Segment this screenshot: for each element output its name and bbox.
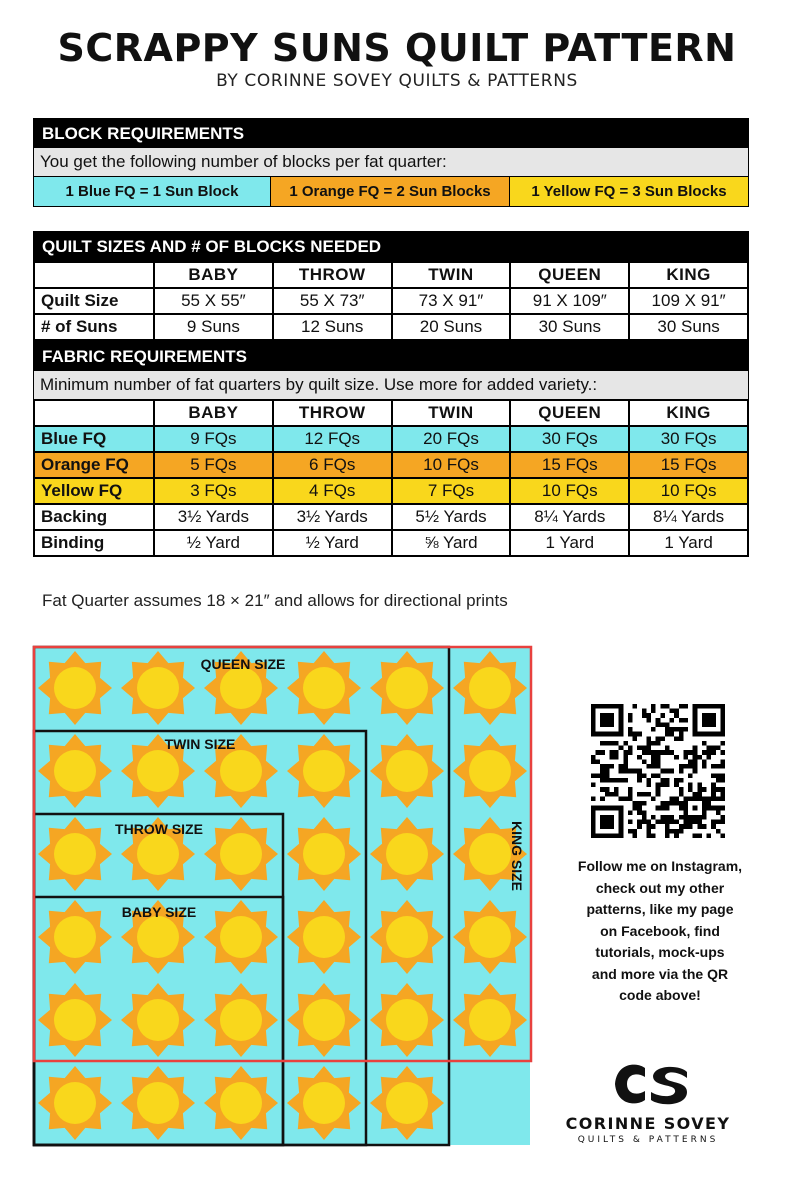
row-label: Backing xyxy=(34,504,154,530)
sun-center xyxy=(220,1082,262,1124)
table-cell: 10 FQs xyxy=(510,478,629,504)
sun-block xyxy=(370,817,444,891)
sun-center xyxy=(303,833,345,875)
sun-center xyxy=(54,916,96,958)
table-cell: 15 FQs xyxy=(629,452,748,478)
qr-code[interactable] xyxy=(591,704,725,838)
table-cell: 30 Suns xyxy=(510,314,629,340)
sun-block xyxy=(287,900,361,974)
header-cell: KING xyxy=(629,262,748,288)
sun-center xyxy=(54,999,96,1041)
sun-center xyxy=(303,999,345,1041)
row-label: Blue FQ xyxy=(34,426,154,452)
sun-block xyxy=(38,900,112,974)
table-cell: 30 FQs xyxy=(510,426,629,452)
table-cell: 12 FQs xyxy=(273,426,392,452)
sun-block xyxy=(204,1066,278,1140)
brand-tagline: QUILTS & PATTERNS xyxy=(577,1135,719,1145)
sun-center xyxy=(137,916,179,958)
blue-fq-yield: 1 Blue FQ = 1 Sun Block xyxy=(34,177,271,206)
follow-line: Follow me on Instagram, xyxy=(577,858,743,874)
brand-name: CORINNE SOVEY xyxy=(565,1114,731,1133)
table-cell: 30 Suns xyxy=(629,314,748,340)
sun-block xyxy=(370,1066,444,1140)
sun-center xyxy=(137,1082,179,1124)
fabric-requirements-note: Minimum number of fat quarters by quilt size. Use more for added variety.: xyxy=(33,371,749,399)
sun-center xyxy=(469,833,511,875)
throw-size-label: THROW SIZE xyxy=(115,821,203,837)
fabric-requirements-heading: FABRIC REQUIREMENTS xyxy=(33,341,749,371)
page-subtitle: BY CORINNE SOVEY QUILTS & PATTERNS xyxy=(216,71,578,91)
sun-center xyxy=(469,999,511,1041)
row-label: # of Suns xyxy=(34,314,154,340)
row-label: Orange FQ xyxy=(34,452,154,478)
header-cell: TWIN xyxy=(392,400,511,426)
sun-block xyxy=(38,1066,112,1140)
sun-center xyxy=(220,833,262,875)
table-cell: 8¼ Yards xyxy=(629,504,748,530)
table-cell: 10 FQs xyxy=(629,478,748,504)
sun-center xyxy=(220,750,262,792)
follow-line: tutorials, mock-ups xyxy=(595,944,725,960)
sun-block xyxy=(121,651,195,725)
table-cell: 55 X 55″ xyxy=(154,288,273,314)
table-cell: 8¼ Yards xyxy=(510,504,629,530)
sun-block xyxy=(370,983,444,1057)
sun-block xyxy=(204,817,278,891)
sun-center xyxy=(220,916,262,958)
queen-size-label: QUEEN SIZE xyxy=(200,656,286,672)
sun-center xyxy=(469,750,511,792)
sun-block xyxy=(38,983,112,1057)
table-cell: ⅝ Yard xyxy=(392,530,511,556)
orange-fq-yield: 1 Orange FQ = 2 Sun Blocks xyxy=(271,177,510,206)
table-cell: 6 FQs xyxy=(273,452,392,478)
table-cell: 3½ Yards xyxy=(154,504,273,530)
table-cell: 3 FQs xyxy=(154,478,273,504)
header-cell: THROW xyxy=(273,262,392,288)
table-cell: 1 Yard xyxy=(629,530,748,556)
header-cell: QUEEN xyxy=(510,400,629,426)
sun-center xyxy=(386,916,428,958)
sun-block xyxy=(121,983,195,1057)
twin-size-label: TWIN SIZE xyxy=(164,736,236,752)
sun-block xyxy=(38,817,112,891)
sun-block xyxy=(453,900,527,974)
follow-line: patterns, like my page xyxy=(586,901,734,917)
sun-block xyxy=(38,734,112,808)
sun-center xyxy=(386,833,428,875)
sun-center xyxy=(220,667,262,709)
table-cell: 3½ Yards xyxy=(273,504,392,530)
table-cell: 5 FQs xyxy=(154,452,273,478)
table-cell: 15 FQs xyxy=(510,452,629,478)
king-size-label: KING SIZE xyxy=(509,820,525,892)
row-label: Binding xyxy=(34,530,154,556)
sun-block xyxy=(287,817,361,891)
row-label: Yellow FQ xyxy=(34,478,154,504)
table-cell: 5½ Yards xyxy=(392,504,511,530)
sun-center xyxy=(386,1082,428,1124)
sun-center xyxy=(54,750,96,792)
table-cell: 7 FQs xyxy=(392,478,511,504)
table-cell: ½ Yard xyxy=(154,530,273,556)
quilt-sizes-heading: QUILT SIZES AND # OF BLOCKS NEEDED xyxy=(33,231,749,261)
sun-center xyxy=(137,667,179,709)
sun-block xyxy=(370,900,444,974)
sun-center xyxy=(303,667,345,709)
sun-block xyxy=(370,651,444,725)
sun-center xyxy=(54,833,96,875)
table-cell: 20 Suns xyxy=(392,314,511,340)
sun-block xyxy=(287,651,361,725)
table-cell: ½ Yard xyxy=(273,530,392,556)
sun-center xyxy=(137,999,179,1041)
sun-block xyxy=(38,651,112,725)
sun-block xyxy=(453,651,527,725)
table-cell: 55 X 73″ xyxy=(273,288,392,314)
sun-center xyxy=(303,750,345,792)
table-cell: 91 X 109″ xyxy=(510,288,629,314)
yellow-fq-yield: 1 Yellow FQ = 3 Sun Blocks xyxy=(510,177,748,206)
cs-monogram-logo xyxy=(611,1062,691,1106)
follow-line: and more via the QR xyxy=(591,965,729,982)
header-cell: BABY xyxy=(154,262,273,288)
block-requirements-heading: BLOCK REQUIREMENTS xyxy=(33,118,749,148)
sun-center xyxy=(469,916,511,958)
table-cell: 109 X 91″ xyxy=(629,288,748,314)
fat-quarter-footnote: Fat Quarter assumes 18 × 21″ and allows for directional prints xyxy=(42,591,508,610)
header-cell: BABY xyxy=(154,400,273,426)
header-cell: THROW xyxy=(273,400,392,426)
sun-block xyxy=(121,1066,195,1140)
sun-center xyxy=(386,999,428,1041)
table-cell: 9 FQs xyxy=(154,426,273,452)
sun-block xyxy=(204,900,278,974)
row-label: Quilt Size xyxy=(34,288,154,314)
sun-center xyxy=(303,1082,345,1124)
table-cell: 1 Yard xyxy=(510,530,629,556)
table-cell: 4 FQs xyxy=(273,478,392,504)
sun-block xyxy=(204,983,278,1057)
sun-center xyxy=(386,667,428,709)
table-cell: 20 FQs xyxy=(392,426,511,452)
block-requirements-note: You get the following number of blocks per fat quarter: xyxy=(33,148,749,176)
sun-block xyxy=(287,734,361,808)
table-cell: 30 FQs xyxy=(629,426,748,452)
sun-center xyxy=(137,833,179,875)
sun-center xyxy=(54,667,96,709)
page-title: SCRAPPY SUNS QUILT PATTERN xyxy=(57,26,737,70)
sun-block xyxy=(453,734,527,808)
table-cell: 9 Suns xyxy=(154,314,273,340)
sun-block xyxy=(453,983,527,1057)
sun-center xyxy=(469,667,511,709)
sun-center xyxy=(220,999,262,1041)
baby-size-label: BABY SIZE xyxy=(121,904,197,920)
follow-line: on Facebook, find xyxy=(600,922,720,939)
sun-block xyxy=(287,983,361,1057)
header-cell: TWIN xyxy=(392,262,511,288)
table-cell: 12 Suns xyxy=(273,314,392,340)
table-cell: 10 FQs xyxy=(392,452,511,478)
sun-center xyxy=(303,916,345,958)
sun-center xyxy=(137,750,179,792)
table-cell: 73 X 91″ xyxy=(392,288,511,314)
header-cell: QUEEN xyxy=(510,262,629,288)
follow-line: code above! xyxy=(619,987,701,1003)
sun-block xyxy=(370,734,444,808)
header-cell: KING xyxy=(629,400,748,426)
sun-center xyxy=(54,1082,96,1124)
sun-center xyxy=(386,750,428,792)
follow-line: check out my other xyxy=(595,879,725,896)
sun-block xyxy=(287,1066,361,1140)
follow-message xyxy=(562,856,758,1007)
